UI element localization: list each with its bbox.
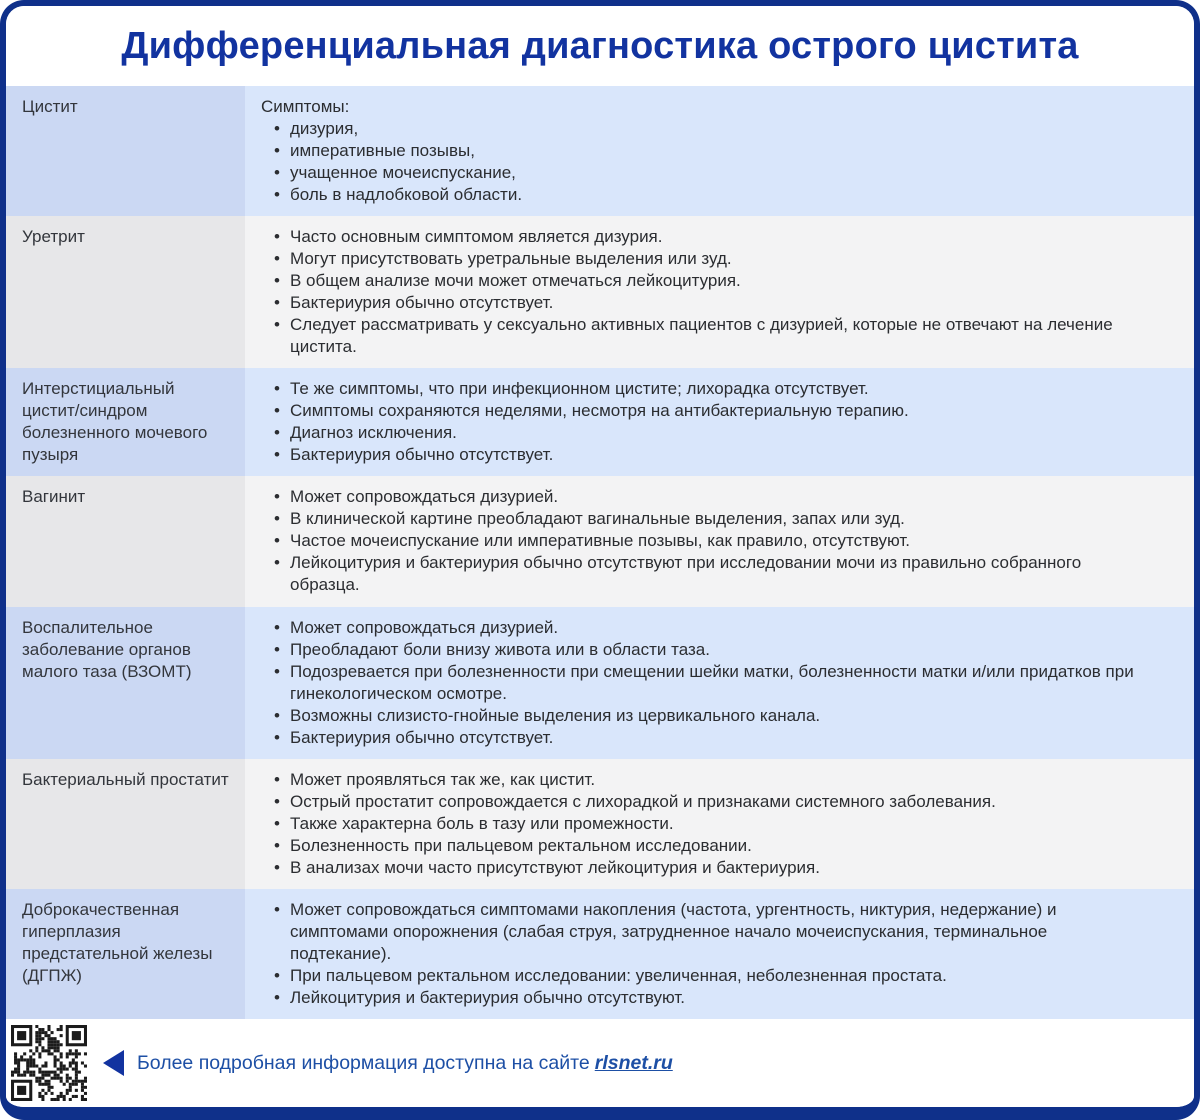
- symptom-item: • Те же симптомы, что при инфекционном цистите; лихорадка отсутствует.: [273, 378, 1144, 400]
- symptom-item: • Может проявляться так же, как цистит.: [273, 769, 1144, 791]
- table-row: [6, 607, 1194, 759]
- symptom-item: • В анализах мочи часто присутствуют лейкоцитурия и бактериурия.: [273, 857, 1144, 879]
- symptom-item: • учащенное мочеиспускание,: [273, 162, 1144, 184]
- qr-code: [11, 1025, 87, 1101]
- condition-term: Цистит: [6, 86, 245, 216]
- table-row: [6, 216, 1194, 368]
- table-row: [6, 86, 1194, 216]
- symptom-item: • В клинической картине преобладают вагинальные выделения, запах или зуд.: [273, 508, 1144, 530]
- rlsnet-link[interactable]: rlsnet.ru: [594, 1051, 673, 1074]
- table-row: [6, 476, 1194, 606]
- left-arrow-icon: [103, 1050, 124, 1076]
- symptom-item: • императивные позывы,: [273, 140, 1144, 162]
- symptom-item: • Может сопровождаться дизурией.: [273, 486, 1144, 508]
- symptom-item: • Бактериурия обычно отсутствует.: [273, 444, 1144, 466]
- description-intro: Симптомы:: [261, 97, 350, 116]
- footer-message: Более подробная информация доступна на сайте: [137, 1051, 590, 1074]
- symptom-list: [273, 118, 1144, 206]
- condition-term: Воспалительное заболевание органов малого таза (ВЗОМТ): [6, 607, 245, 759]
- condition-term: Вагинит: [6, 476, 245, 606]
- symptom-list: [273, 226, 1144, 358]
- symptom-item: • Симптомы сохраняются неделями, несмотря на антибактериальную терапию.: [273, 400, 1144, 422]
- symptom-item: • Острый простатит сопровождается с лихорадкой и признаками системного заболевания.: [273, 791, 1144, 813]
- symptom-item: • Преобладают боли внизу живота или в области таза.: [273, 639, 1144, 661]
- symptom-item: • дизурия,: [273, 118, 1144, 140]
- symptom-item: • Лейкоцитурия и бактериурия обычно отсутствуют при исследовании мочи из правильно собранного образца.: [273, 552, 1144, 596]
- condition-term: Уретрит: [6, 216, 245, 368]
- condition-term: Интерстициальный цистит/синдром болезненного мочевого пузыря: [6, 368, 245, 476]
- symptom-item: • Часто основным симптомом является дизурия.: [273, 226, 1144, 248]
- condition-description: [245, 607, 1194, 759]
- condition-description: [245, 759, 1194, 889]
- symptom-item: • Болезненность при пальцевом ректальном исследовании.: [273, 835, 1144, 857]
- condition-term: Доброкачественная гиперплазия предстательной железы (ДГПЖ): [6, 889, 245, 1019]
- symptom-item: • Может сопровождаться дизурией.: [273, 617, 1144, 639]
- page-title: Дифференциальная диагностика острого цистита: [121, 24, 1079, 67]
- symptom-item: • Может сопровождаться симптомами накопления (частота, ургентность, никтурия, недержание) и симптомами опорожнения (слабая струя, затрудненное начало мочеиспускания, терминальное подтекание).: [273, 899, 1144, 965]
- symptom-item: • Частое мочеиспускание или императивные позывы, как правило, отсутствуют.: [273, 530, 1144, 552]
- condition-description: [245, 889, 1194, 1019]
- table-row: [6, 889, 1194, 1019]
- footer: [6, 1019, 1194, 1107]
- condition-description: [245, 368, 1194, 476]
- symptom-list: [273, 486, 1144, 596]
- table-row: [6, 368, 1194, 476]
- symptom-item: • Бактериурия обычно отсутствует.: [273, 292, 1144, 314]
- diagnosis-table: [6, 86, 1194, 1019]
- symptom-item: • Подозревается при болезненности при смещении шейки матки, болезненности матки и/или придатков при гинекологическом осмотре.: [273, 661, 1144, 705]
- symptom-list: [273, 617, 1144, 749]
- condition-description: [245, 216, 1194, 368]
- condition-description: [245, 476, 1194, 606]
- condition-term: Бактериальный простатит: [6, 759, 245, 889]
- symptom-item: • Лейкоцитурия и бактериурия обычно отсутствуют.: [273, 987, 1144, 1009]
- symptom-item: • Также характерна боль в тазу или промежности.: [273, 813, 1144, 835]
- symptom-item: • Возможны слизисто-гнойные выделения из цервикального канала.: [273, 705, 1144, 727]
- symptom-item: • Диагноз исключения.: [273, 422, 1144, 444]
- symptom-item: • При пальцевом ректальном исследовании: увеличенная, неболезненная простата.: [273, 965, 1144, 987]
- condition-description: [245, 86, 1194, 216]
- symptom-item: • Бактериурия обычно отсутствует.: [273, 727, 1144, 749]
- symptom-list: [273, 899, 1144, 1009]
- symptom-item: • Могут присутствовать уретральные выделения или зуд.: [273, 248, 1144, 270]
- symptom-list: [273, 769, 1144, 879]
- symptom-item: • В общем анализе мочи может отмечаться лейкоцитурия.: [273, 270, 1144, 292]
- table-row: [6, 759, 1194, 889]
- footer-note: [137, 1052, 673, 1075]
- symptom-item: • Следует рассматривать у сексуально активных пациентов с дизурией, которые не отвечают на лечение цистита.: [273, 314, 1144, 358]
- title-bar: [6, 6, 1194, 86]
- symptom-list: [273, 378, 1144, 466]
- symptom-item: • боль в надлобковой области.: [273, 184, 1144, 206]
